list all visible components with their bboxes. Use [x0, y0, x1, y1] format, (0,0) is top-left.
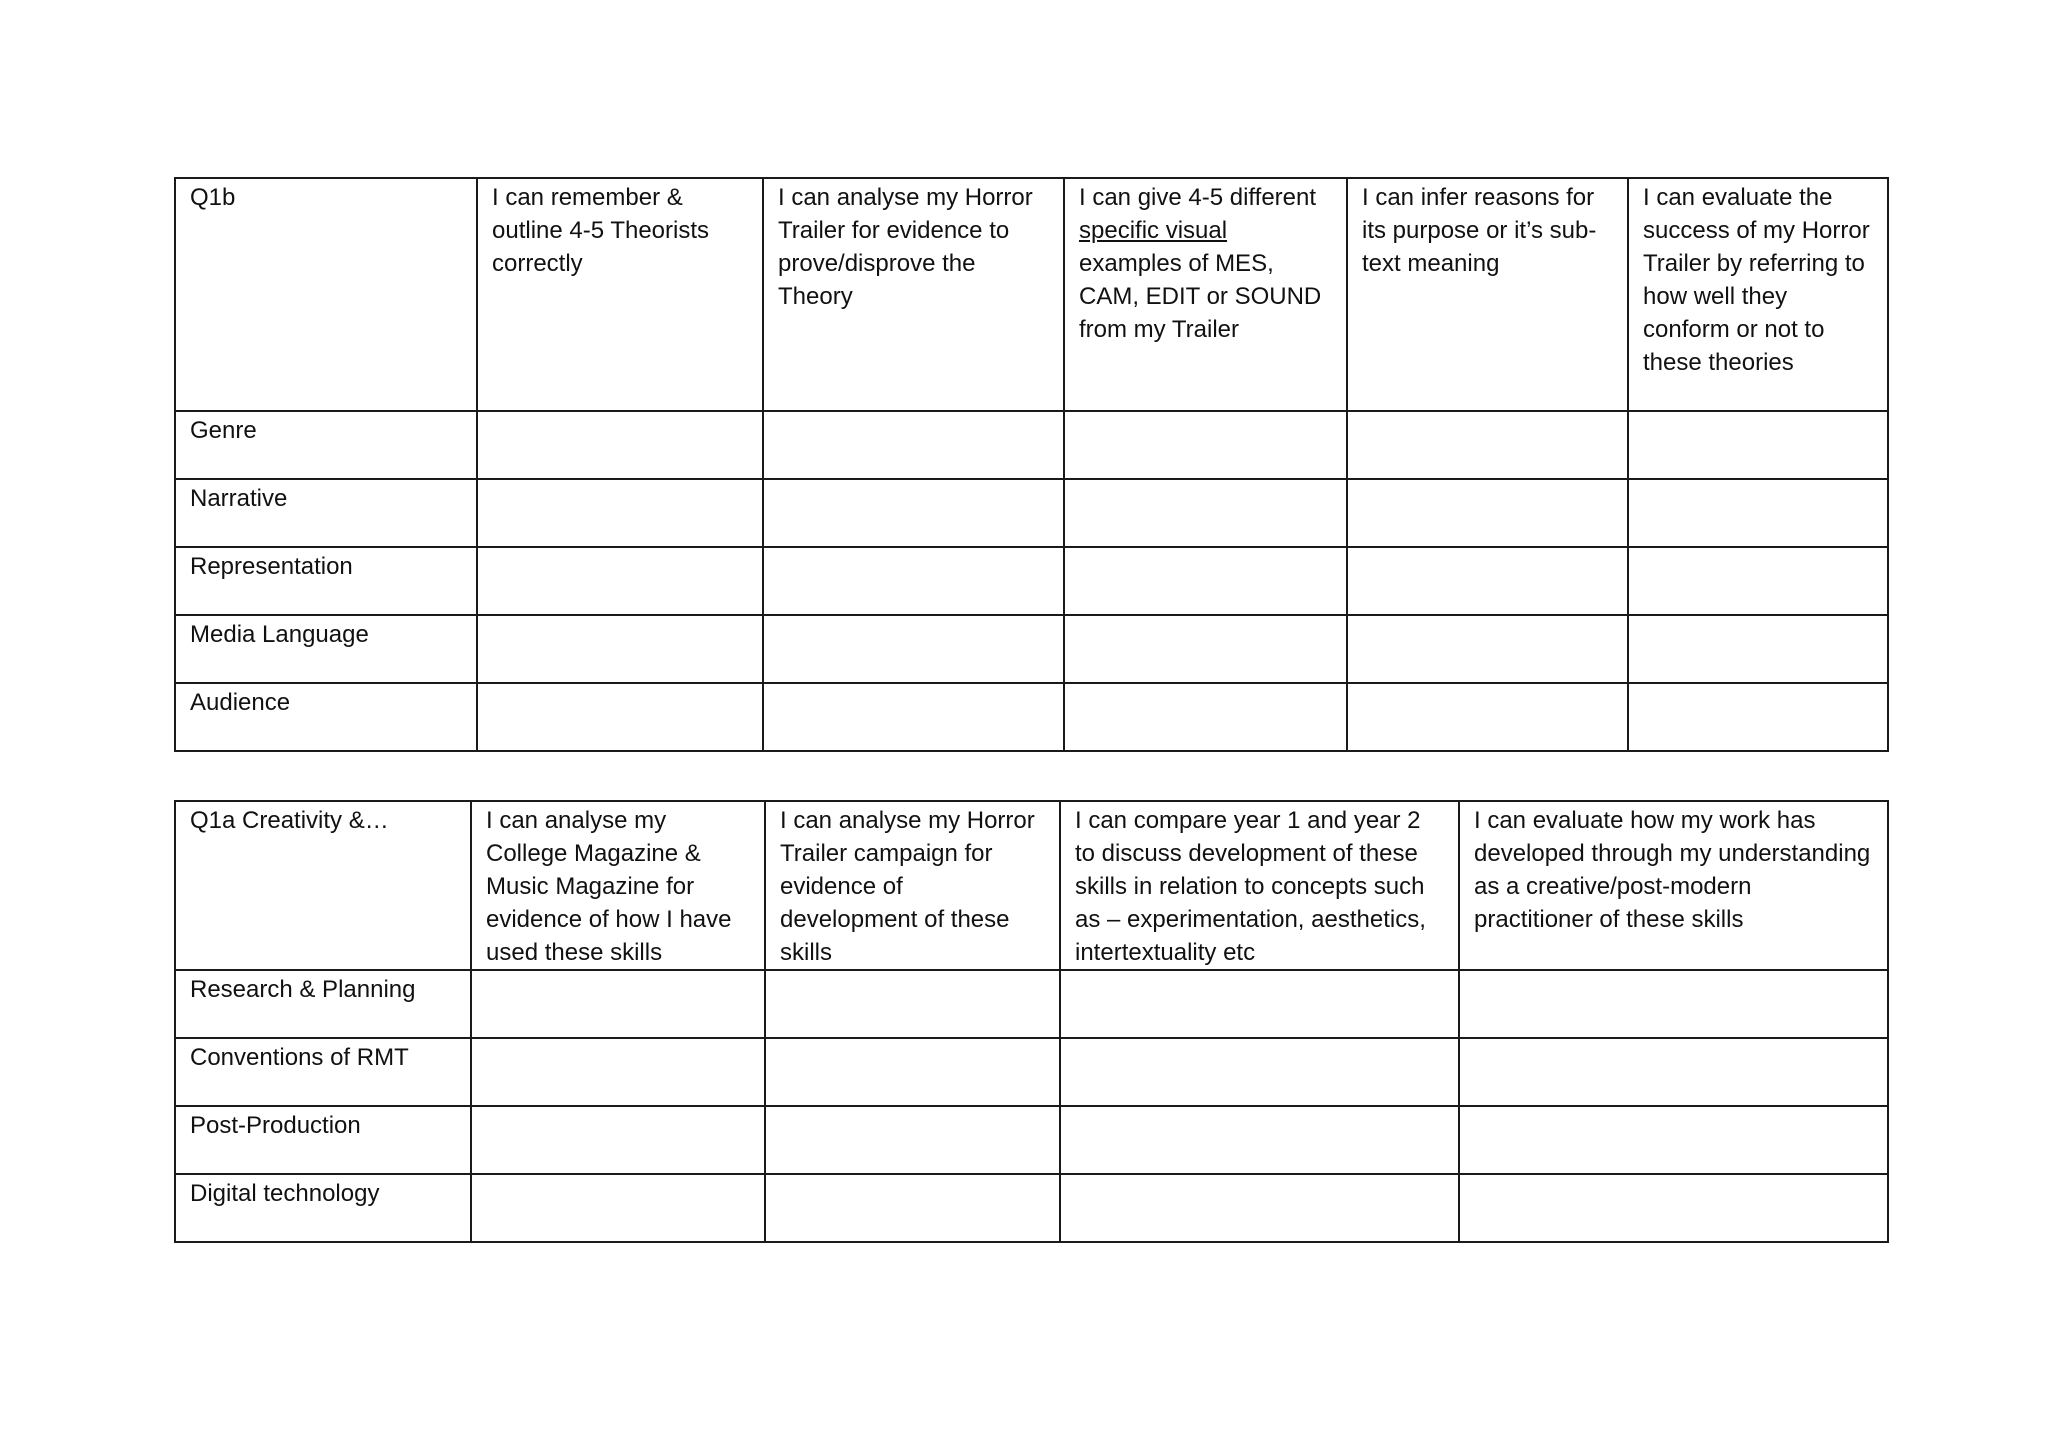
- q1b-header-cell: I can remember & outline 4-5 Theorists correctly: [477, 178, 763, 411]
- empty-cell[interactable]: [1064, 547, 1347, 615]
- q1a-header-cell: I can analyse my College Magazine & Music Magazine for evidence of how I have used these skills: [471, 801, 765, 970]
- empty-cell[interactable]: [471, 970, 765, 1038]
- row-label: Conventions of RMT: [175, 1038, 471, 1106]
- empty-cell[interactable]: [1064, 479, 1347, 547]
- empty-cell[interactable]: [1060, 1106, 1459, 1174]
- q1a-row-digital-technology: [175, 1174, 1888, 1242]
- q1b-row-genre: [175, 411, 1888, 479]
- empty-cell[interactable]: [763, 615, 1064, 683]
- q1a-row-research-planning: [175, 970, 1888, 1038]
- empty-cell[interactable]: [765, 1106, 1060, 1174]
- underlined-text: specific visual: [1079, 217, 1228, 244]
- q1b-row-media-language: [175, 615, 1888, 683]
- empty-cell[interactable]: [1347, 479, 1628, 547]
- q1a-row-conventions-rmt: [175, 1038, 1888, 1106]
- empty-cell[interactable]: [477, 411, 763, 479]
- empty-cell[interactable]: [471, 1174, 765, 1242]
- empty-cell[interactable]: [1060, 1174, 1459, 1242]
- empty-cell[interactable]: [765, 970, 1060, 1038]
- row-label: Research & Planning: [175, 970, 471, 1038]
- row-label: Representation: [175, 547, 477, 615]
- q1b-header-cell: I can infer reasons for its purpose or it’s sub-text meaning: [1347, 178, 1628, 411]
- q1a-row-post-production: [175, 1106, 1888, 1174]
- row-label: Digital technology: [175, 1174, 471, 1242]
- empty-cell[interactable]: [1060, 970, 1459, 1038]
- q1b-row-representation: [175, 547, 1888, 615]
- empty-cell[interactable]: [477, 615, 763, 683]
- q1b-header-row: [175, 178, 1888, 411]
- empty-cell[interactable]: [477, 547, 763, 615]
- row-label: Narrative: [175, 479, 477, 547]
- empty-cell[interactable]: [477, 479, 763, 547]
- empty-cell[interactable]: [1459, 1038, 1888, 1106]
- empty-cell[interactable]: [765, 1174, 1060, 1242]
- empty-cell[interactable]: [1628, 683, 1888, 751]
- empty-cell[interactable]: [1060, 1038, 1459, 1106]
- q1a-header-cell: I can compare year 1 and year 2 to discuss development of these skills in relation to concepts such as – experimentation, aesthetics, intertextuality etc: [1060, 801, 1459, 970]
- row-label: Audience: [175, 683, 477, 751]
- empty-cell[interactable]: [1347, 615, 1628, 683]
- q1b-row-narrative: [175, 479, 1888, 547]
- empty-cell[interactable]: [1628, 411, 1888, 479]
- q1a-header-row: [175, 801, 1888, 970]
- header-text-before: I can give 4-5 different: [1079, 184, 1317, 211]
- empty-cell[interactable]: [1347, 547, 1628, 615]
- empty-cell[interactable]: [1628, 547, 1888, 615]
- q1b-table: [174, 177, 1889, 752]
- empty-cell[interactable]: [1347, 683, 1628, 751]
- q1b-header-cell: I can evaluate the success of my Horror Trailer by referring to how well they conform or not to these theories: [1628, 178, 1888, 411]
- empty-cell[interactable]: [1459, 1174, 1888, 1242]
- row-label: Genre: [175, 411, 477, 479]
- empty-cell[interactable]: [763, 479, 1064, 547]
- empty-cell[interactable]: [763, 547, 1064, 615]
- empty-cell[interactable]: [765, 1038, 1060, 1106]
- empty-cell[interactable]: [471, 1038, 765, 1106]
- q1a-header-cell: I can analyse my Horror Trailer campaign for evidence of development of these skills: [765, 801, 1060, 970]
- empty-cell[interactable]: [1628, 615, 1888, 683]
- header-text-after: examples of MES, CAM, EDIT or SOUND from my Trailer: [1079, 250, 1322, 343]
- q1a-header-cell: I can evaluate how my work has developed through my understanding as a creative/post-modern practitioner of these skills: [1459, 801, 1888, 970]
- empty-cell[interactable]: [1064, 411, 1347, 479]
- empty-cell[interactable]: [763, 683, 1064, 751]
- empty-cell[interactable]: [1064, 683, 1347, 751]
- q1a-corner-cell: Q1a Creativity &…: [175, 801, 471, 970]
- q1b-header-cell: [1064, 178, 1347, 411]
- empty-cell[interactable]: [471, 1106, 765, 1174]
- empty-cell[interactable]: [1064, 615, 1347, 683]
- row-label: Post-Production: [175, 1106, 471, 1174]
- empty-cell[interactable]: [1459, 970, 1888, 1038]
- empty-cell[interactable]: [1459, 1106, 1888, 1174]
- empty-cell[interactable]: [477, 683, 763, 751]
- q1b-header-cell: I can analyse my Horror Trailer for evidence to prove/disprove the Theory: [763, 178, 1064, 411]
- q1b-corner-cell: Q1b: [175, 178, 477, 411]
- empty-cell[interactable]: [1347, 411, 1628, 479]
- empty-cell[interactable]: [763, 411, 1064, 479]
- q1b-row-audience: [175, 683, 1888, 751]
- row-label: Media Language: [175, 615, 477, 683]
- empty-cell[interactable]: [1628, 479, 1888, 547]
- q1a-table: [174, 800, 1889, 1243]
